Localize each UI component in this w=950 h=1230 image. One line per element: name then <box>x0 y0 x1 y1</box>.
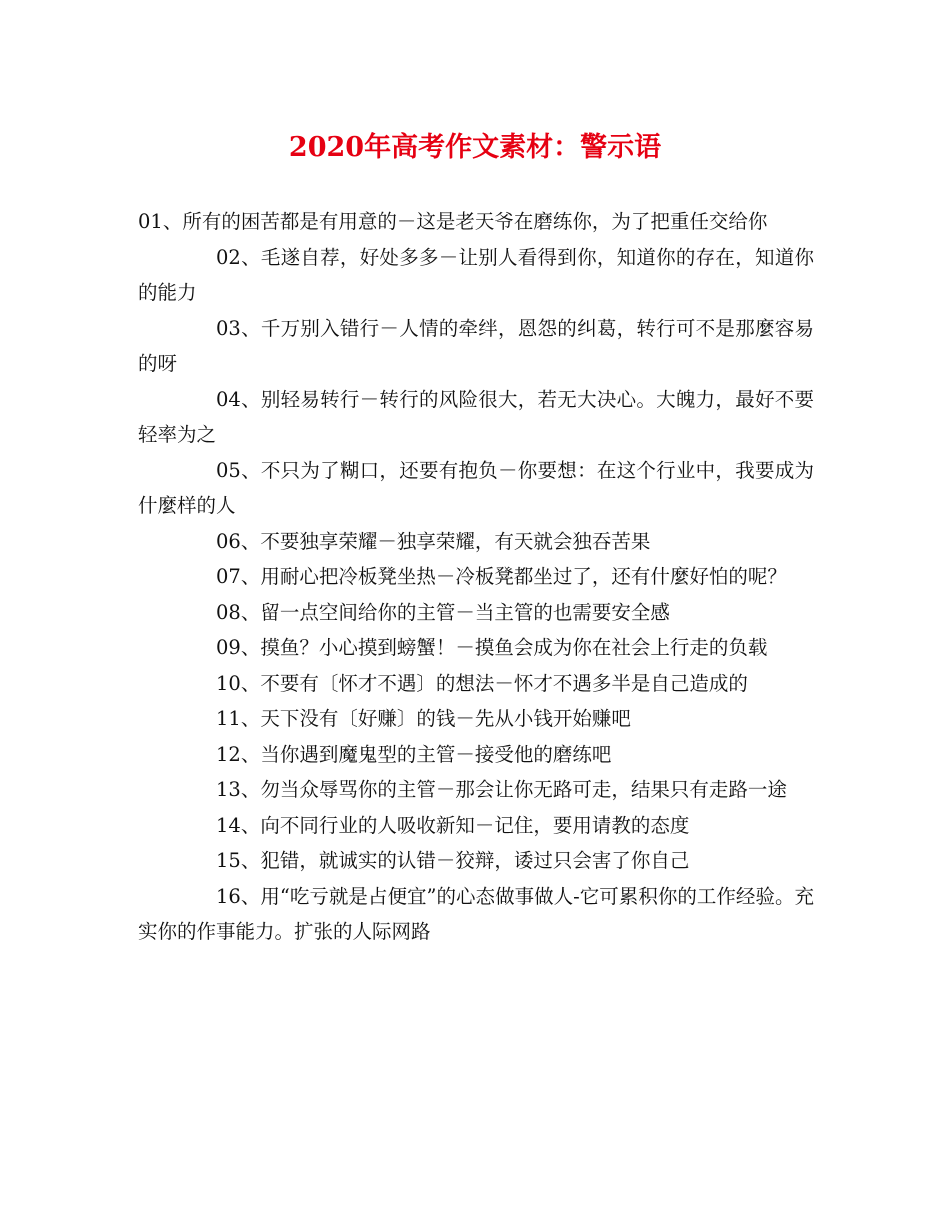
paragraph: 01、所有的困苦都是有用意的－这是老天爷在磨练你，为了把重任交给你 <box>138 210 768 233</box>
paragraph: 15、犯错，就诚实的认错－狡辩，诿过只会害了你自己 <box>216 849 690 872</box>
document-title: 2020年高考作文素材：警示语 <box>288 132 662 163</box>
paragraph: 08、留一点空间给你的主管－当主管的也需要安全感 <box>216 600 670 624</box>
paragraph: 14、向不同行业的人吸收新知－记住，要用请教的态度 <box>216 813 690 837</box>
paragraph: 13、勿当众辱骂你的主管－那会让你无路可走，结果只有走路一途 <box>216 778 787 801</box>
paragraph: 05、不只为了糊口，还要有抱负－你要想：在这个行业中，我要成为什麼样的人 <box>138 458 814 517</box>
paragraph: 02、毛遂自荐，好处多多－让别人看得到你，知道你的存在，知道你的能力 <box>138 245 814 304</box>
paragraph: 03、千万别入错行－人情的牵绊，恩怨的纠葛，转行可不是那麼容易的呀 <box>138 316 814 375</box>
paragraph: 04、别轻易转行－转行的风险很大，若无大决心。大魄力，最好不要轻率为之 <box>138 387 814 446</box>
paragraph: 16、用“吃亏就是占便宜”的心态做事做人-它可累积你的工作经验。充实你的作事能力。扩张的人际网路 <box>138 884 814 943</box>
document-body <box>138 204 814 950</box>
paragraph: 12、当你遇到魔鬼型的主管－接受他的磨练吧 <box>216 742 612 766</box>
paragraph: 09、摸鱼？小心摸到螃蟹！－摸鱼会成为你在社会上行走的负载 <box>216 636 768 659</box>
paragraph: 11、天下没有〔好赚〕的钱－先从小钱开始赚吧 <box>216 707 631 730</box>
paragraph: 06、不要独享荣耀－独享荣耀，有天就会独吞苦果 <box>216 529 651 553</box>
paragraph: 07、用耐心把冷板凳坐热－冷板凳都坐过了，还有什麼好怕的呢？ <box>216 565 787 588</box>
paragraph: 10、不要有〔怀才不遇〕的想法－怀才不遇多半是自己造成的 <box>216 671 748 695</box>
